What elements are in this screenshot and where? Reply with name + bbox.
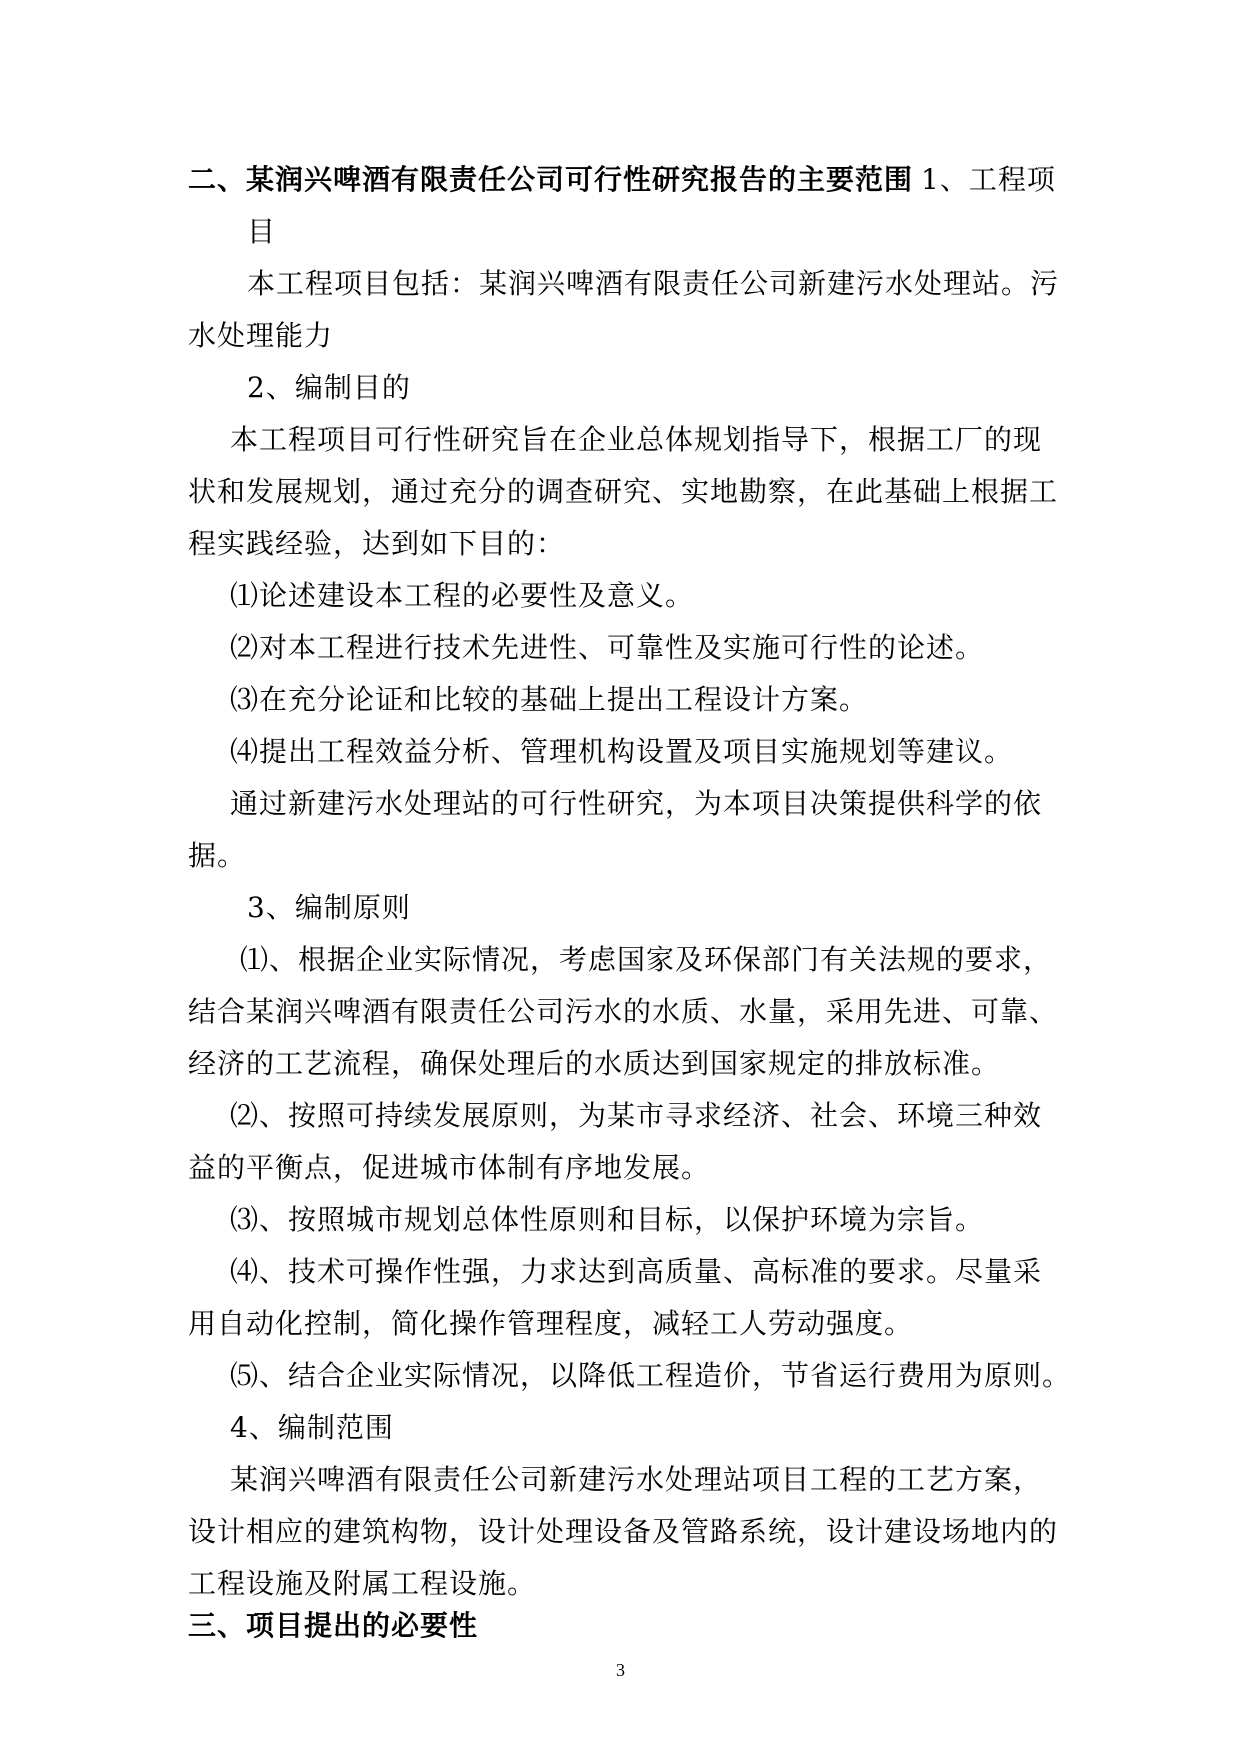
principle-2-line-2: 益的平衡点，促进城市体制有序地发展。	[188, 1151, 711, 1184]
paragraph-2-line-2: 状和发展规划，通过充分的调查研究、实地勘察，在此基础上根据工	[188, 475, 1059, 508]
paragraph-3-line-2: 据。	[188, 839, 247, 872]
paragraph-4-line-3: 工程设施及附属工程设施。	[188, 1567, 537, 1600]
paragraph-1-line-2: 水处理能力	[188, 319, 334, 352]
list-item-3: ⑶在充分论证和比较的基础上提出工程设计方案。	[230, 683, 869, 716]
paragraph-1-line-1: 本工程项目包括：某润兴啤酒有限责任公司新建污水处理站。污	[247, 267, 1060, 300]
paragraph-4-line-1: 某润兴啤酒有限责任公司新建污水处理站项目工程的工艺方案，	[230, 1463, 1043, 1496]
principle-3: ⑶、按照城市规划总体性原则和目标，以保护环境为宗旨。	[230, 1203, 985, 1236]
section-2-heading-wrap: 目	[247, 215, 277, 248]
section-2-heading-text: 二、某润兴啤酒有限责任公司可行性研究报告的主要范围	[188, 163, 914, 196]
section-2-heading-tail: 1、工程项	[921, 163, 1056, 196]
paragraph-2-line-1: 本工程项目可行性研究旨在企业总体规划指导下，根据工厂的现	[230, 423, 1043, 456]
subheading-2: 2、编制目的	[247, 371, 411, 404]
paragraph-2-line-3: 程实践经验，达到如下目的：	[188, 527, 566, 560]
principle-1-line-1: ⑴、根据企业实际情况，考虑国家及环保部门有关法规的要求，	[240, 943, 1053, 976]
list-item-1: ⑴论述建设本工程的必要性及意义。	[230, 579, 695, 612]
principle-1-line-2: 结合某润兴啤酒有限责任公司污水的水质、水量，采用先进、可靠、	[188, 995, 1059, 1028]
paragraph-4-line-2: 设计相应的建筑构物，设计处理设备及管路系统，设计建设场地内的	[188, 1515, 1059, 1548]
principle-4-line-1: ⑷、技术可操作性强，力求达到高质量、高标准的要求。尽量采	[230, 1255, 1043, 1288]
subheading-3: 3、编制原则	[247, 891, 411, 924]
list-item-4: ⑷提出工程效益分析、管理机构设置及项目实施规划等建议。	[230, 735, 1014, 768]
principle-2-line-1: ⑵、按照可持续发展原则，为某市寻求经济、社会、环境三种效	[230, 1099, 1043, 1132]
principle-5: ⑸、结合企业实际情况，以降低工程造价，节省运行费用为原则。	[230, 1359, 1072, 1392]
section-2-heading	[188, 160, 1056, 200]
paragraph-3-line-1: 通过新建污水处理站的可行性研究，为本项目决策提供科学的依	[230, 787, 1043, 820]
list-item-2: ⑵对本工程进行技术先进性、可靠性及实施可行性的论述。	[230, 631, 985, 664]
principle-4-line-2: 用自动化控制，简化操作管理程度，减轻工人劳动强度。	[188, 1307, 914, 1340]
principle-1-line-3: 经济的工艺流程，确保处理后的水质达到国家规定的排放标准。	[188, 1047, 1001, 1080]
subheading-4: 4、编制范围	[230, 1411, 394, 1444]
page-number: 3	[616, 1660, 625, 1680]
section-3-heading: 三、项目提出的必要性	[188, 1609, 479, 1642]
